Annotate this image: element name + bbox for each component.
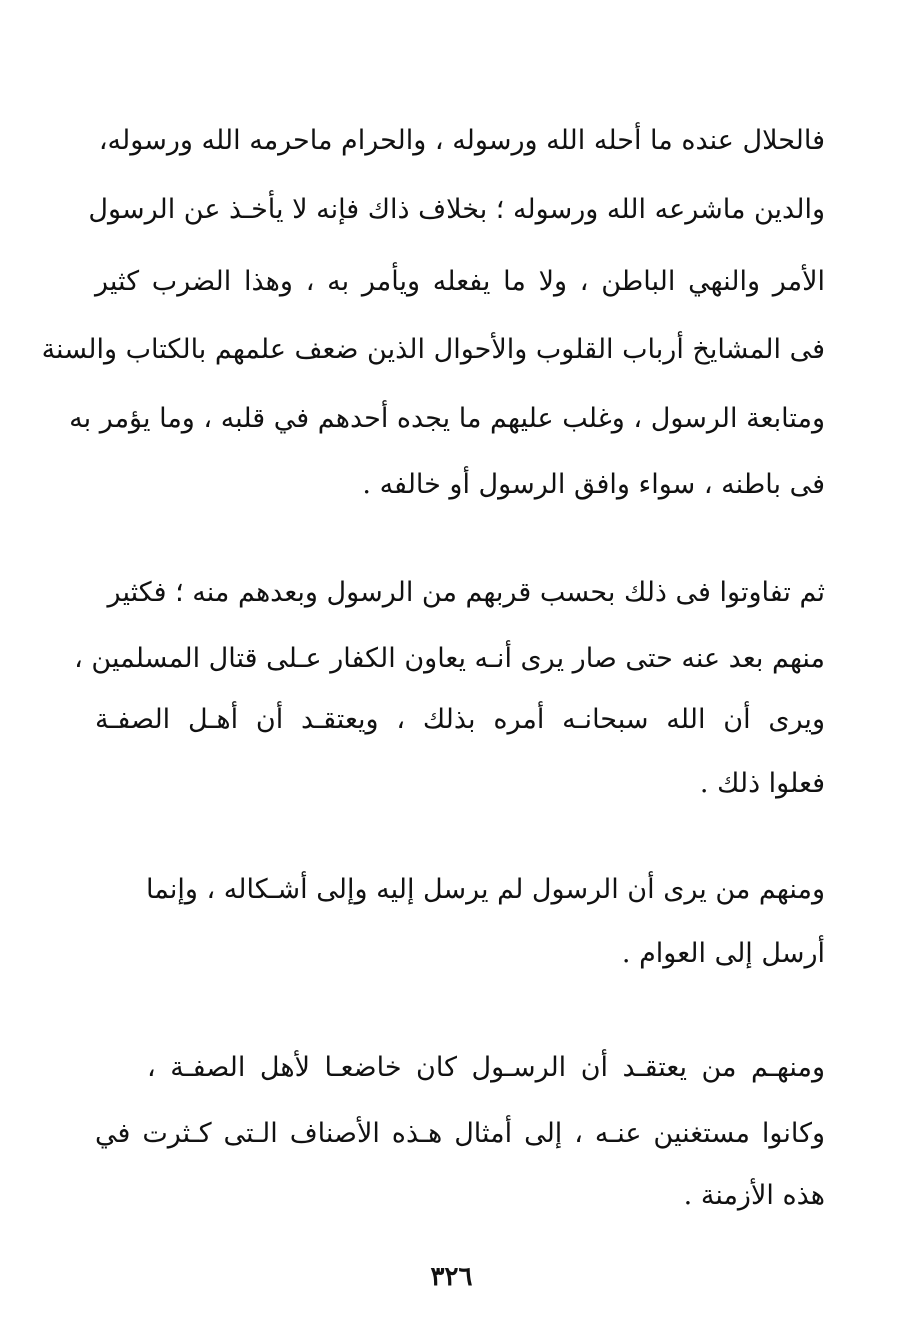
text-line: فى المشايخ أرباب القلوب والأحوال الذين ضعف علمهم بالكتاب والسنة [41, 334, 825, 365]
text-line: فالحلال عنده ما أحله الله ورسوله ، والحرام ماحرمه الله ورسوله، [98, 125, 825, 156]
page-number: ٣٢٦ [430, 1262, 473, 1292]
text-line: والدين ماشرعه الله ورسوله ؛ بخلاف ذاك فإنه لا يأخـذ عن الرسول [88, 194, 825, 225]
text-line: منهم بعد عنه حتى صار يرى أنـه يعاون الكفار عـلى قتال المسلمين ، [74, 643, 825, 674]
text-line: ومتابعة الرسول ، وغلب عليهم ما يجده أحدهم في قلبه ، وما يؤمر به [69, 403, 825, 434]
text-line: فعلوا ذلك . [699, 768, 825, 799]
text-line: ومنهـم من يعتقـد أن الرسـول كان خاضعـا لأهل الصفـة ، [147, 1052, 825, 1083]
text-line: فى باطنه ، سواء وافق الرسول أو خالفه . [362, 469, 825, 500]
text-line: ومنهم من يرى أن الرسول لم يرسل إليه وإلى أشـكاله ، وإنما [146, 874, 825, 905]
text-line: أرسل إلى العوام . [621, 938, 825, 969]
text-line: هذه الأزمنة . [683, 1180, 825, 1211]
text-line: ثم تفاوتوا فى ذلك بحسب قربهم من الرسول وبعدهم منه ؛ فكثير [107, 577, 825, 608]
text-line: وكانوا مستغنين عنـه ، إلى أمثال هـذه الأصناف الـتى كـثرت في [95, 1118, 825, 1149]
text-line: الأمر والنهي الباطن ، ولا ما يفعله ويأمر به ، وهذا الضرب كثير [95, 266, 825, 297]
text-line: ويرى أن الله سبحانـه أمره بذلك ، ويعتقـد أن أهـل الصفـة [95, 704, 825, 735]
